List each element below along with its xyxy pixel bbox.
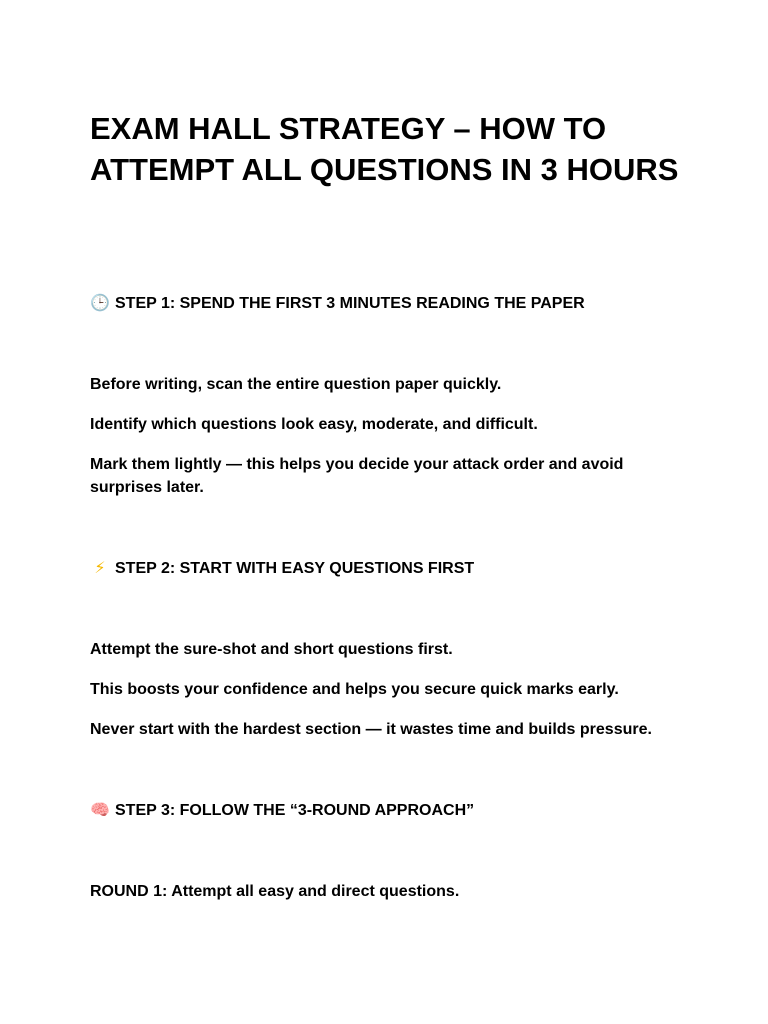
step-1-paragraph-3: Mark them lightly — this helps you decide your attack order and avoid surprises later. xyxy=(90,456,624,496)
brain-icon: 🧠 xyxy=(90,800,110,819)
step-2-heading xyxy=(90,558,474,579)
step-3-paragraph-1: ROUND 1: Attempt all easy and direct questions. xyxy=(90,883,460,900)
lightning-icon: ⚡ xyxy=(94,558,106,577)
clock-icon: 🕒 xyxy=(90,293,110,312)
step-1-paragraph-2: Identify which questions look easy, moderate, and difficult. xyxy=(90,416,538,433)
step-2-paragraph-2: This boosts your confidence and helps you secure quick marks early. xyxy=(90,681,619,698)
document-title: EXAM HALL STRATEGY – HOW TO ATTEMPT ALL QUESTIONS IN 3 HOURS xyxy=(90,111,679,187)
step-1-paragraph-1: Before writing, scan the entire question paper quickly. xyxy=(90,376,502,393)
step-2-paragraph-1: Attempt the sure-shot and short questions first. xyxy=(90,641,453,658)
step-2-paragraph-3: Never start with the hardest section — it wastes time and builds pressure. xyxy=(90,721,652,738)
step-3-heading xyxy=(90,800,474,821)
step-2-heading-text: STEP 2: START WITH EASY QUESTIONS FIRST xyxy=(115,560,475,577)
step-1-heading xyxy=(90,293,585,314)
step-1-heading-text: STEP 1: SPEND THE FIRST 3 MINUTES READING THE PAPER xyxy=(115,295,585,312)
step-3-heading-text: STEP 3: FOLLOW THE “3-ROUND APPROACH” xyxy=(115,802,475,819)
